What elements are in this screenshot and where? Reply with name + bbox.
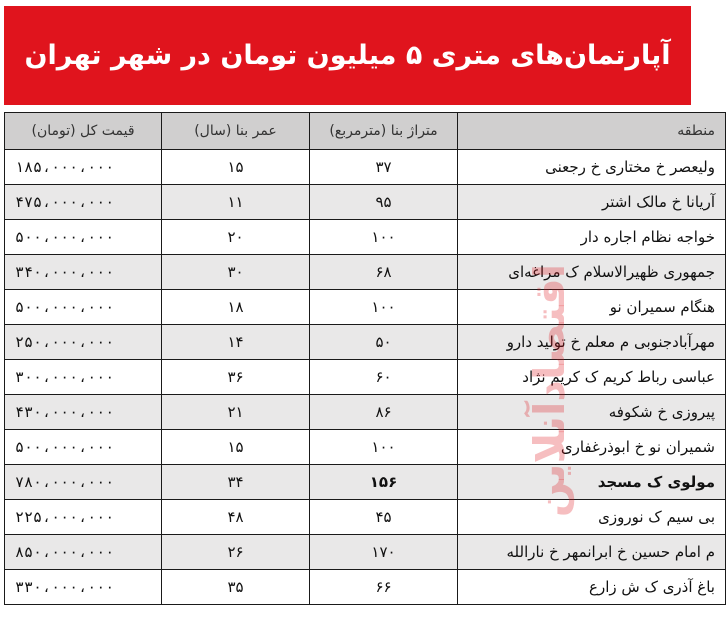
title-banner <box>4 6 691 105</box>
cell-price: ۷۸۰،۰۰۰،۰۰۰ <box>5 465 162 500</box>
header-area: متراژ بنا (مترمربع) <box>310 113 458 150</box>
header-age: عمر بنا (سال) <box>162 113 310 150</box>
cell-age: ۱۱ <box>162 185 310 220</box>
header-region: منطقه <box>458 113 726 150</box>
cell-age: ۳۶ <box>162 360 310 395</box>
cell-age: ۴۸ <box>162 500 310 535</box>
cell-region: پیروزی خ شکوفه <box>458 395 726 430</box>
cell-area: ۱۰۰ <box>310 430 458 465</box>
cell-price: ۵۰۰،۰۰۰،۰۰۰ <box>5 220 162 255</box>
table-row <box>5 220 726 255</box>
cell-region: ولیعصر خ مختاری خ رجعنی <box>458 150 726 185</box>
cell-area: ۳۷ <box>310 150 458 185</box>
table-row <box>5 185 726 220</box>
apartment-table <box>4 112 726 605</box>
cell-age: ۲۱ <box>162 395 310 430</box>
table-row <box>5 465 726 500</box>
cell-price: ۵۰۰،۰۰۰،۰۰۰ <box>5 290 162 325</box>
page-title: آپارتمان‌های متری ۵ میلیون تومان در شهر تهران <box>24 40 671 71</box>
cell-price: ۳۰۰،۰۰۰،۰۰۰ <box>5 360 162 395</box>
cell-area: ۸۶ <box>310 395 458 430</box>
table-row <box>5 500 726 535</box>
cell-region: شمیران نو خ ابوذرغفاری <box>458 430 726 465</box>
cell-area: ۱۰۰ <box>310 220 458 255</box>
watermark-text: اقتصادآنلاین <box>525 263 575 517</box>
cell-region: جمهوری ظهیرالاسلام ک مراغه‌ای <box>458 255 726 290</box>
table-row <box>5 360 726 395</box>
cell-age: ۱۵ <box>162 150 310 185</box>
cell-area: ۱۷۰ <box>310 535 458 570</box>
cell-region: مولوی ک مسجد <box>458 465 726 500</box>
cell-area: ۶۶ <box>310 570 458 605</box>
cell-price: ۴۳۰،۰۰۰،۰۰۰ <box>5 395 162 430</box>
cell-region: بی سیم ک نوروزی <box>458 500 726 535</box>
table-row <box>5 535 726 570</box>
cell-age: ۳۰ <box>162 255 310 290</box>
cell-price: ۵۰۰،۰۰۰،۰۰۰ <box>5 430 162 465</box>
cell-area: ۴۵ <box>310 500 458 535</box>
cell-age: ۳۴ <box>162 465 310 500</box>
cell-region: مهرآبادجنوبی م معلم خ تولید دارو <box>458 325 726 360</box>
cell-region: عباسی رباط کریم ک کریم نژاد <box>458 360 726 395</box>
table-row <box>5 255 726 290</box>
cell-price: ۲۲۵،۰۰۰،۰۰۰ <box>5 500 162 535</box>
cell-price: ۳۴۰،۰۰۰،۰۰۰ <box>5 255 162 290</box>
cell-age: ۳۵ <box>162 570 310 605</box>
cell-area: ۶۸ <box>310 255 458 290</box>
table-row <box>5 150 726 185</box>
cell-region: خواجه نظام اجاره دار <box>458 220 726 255</box>
cell-age: ۱۴ <box>162 325 310 360</box>
table-row <box>5 325 726 360</box>
cell-price: ۳۳۰،۰۰۰،۰۰۰ <box>5 570 162 605</box>
table-row <box>5 290 726 325</box>
table-header-row <box>5 113 726 150</box>
cell-price: ۸۵۰،۰۰۰،۰۰۰ <box>5 535 162 570</box>
cell-area: ۵۰ <box>310 325 458 360</box>
table-row <box>5 395 726 430</box>
cell-age: ۱۵ <box>162 430 310 465</box>
cell-area: ۱۰۰ <box>310 290 458 325</box>
cell-area: ۶۰ <box>310 360 458 395</box>
cell-region: م امام حسین خ ابرانمهر خ نارالله <box>458 535 726 570</box>
cell-age: ۲۰ <box>162 220 310 255</box>
cell-region: هنگام سمیران نو <box>458 290 726 325</box>
header-price: قیمت کل (تومان) <box>5 113 162 150</box>
cell-area: ۱۵۶ <box>310 465 458 500</box>
table-row <box>5 570 726 605</box>
cell-price: ۴۷۵،۰۰۰،۰۰۰ <box>5 185 162 220</box>
cell-area: ۹۵ <box>310 185 458 220</box>
cell-age: ۲۶ <box>162 535 310 570</box>
cell-age: ۱۸ <box>162 290 310 325</box>
cell-region: آریانا خ مالک اشتر <box>458 185 726 220</box>
cell-price: ۲۵۰،۰۰۰،۰۰۰ <box>5 325 162 360</box>
table-row <box>5 430 726 465</box>
cell-price: ۱۸۵،۰۰۰،۰۰۰ <box>5 150 162 185</box>
cell-region: باغ آذری ک ش زارع <box>458 570 726 605</box>
